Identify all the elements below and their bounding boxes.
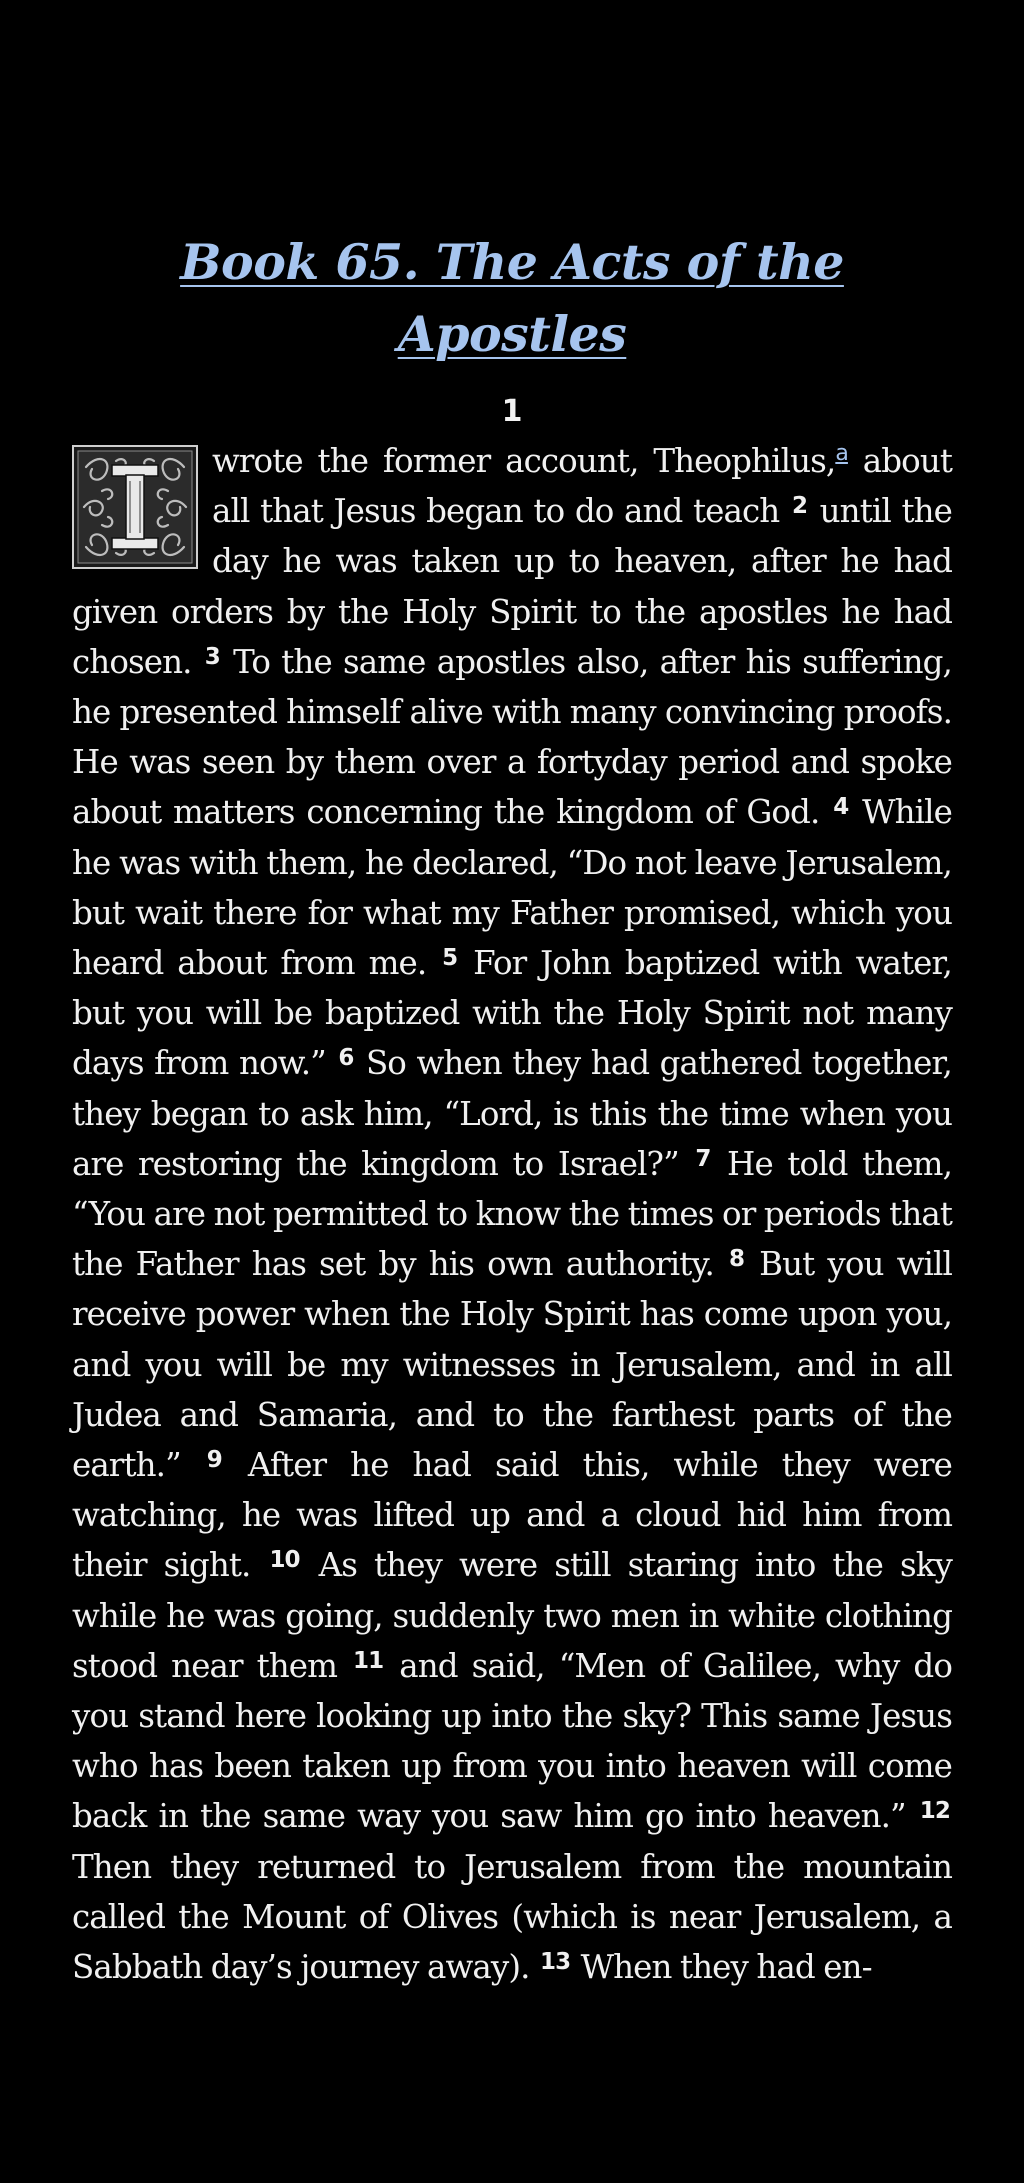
verse-4: While he was with them, he declared, “Do not leave Jerusalem, but wait there for what my Father promised, which you heard about from me. [72, 793, 952, 983]
verse-number-7: 7 [695, 1145, 711, 1172]
verse-10: As they were still staring into the sky while he was going, suddenly two men in white clothing stood near them [72, 1546, 952, 1685]
verse-3: To the same apostles also, after his suffering, he presented himself alive with many convincing proofs. He was seen by them over a fortyday period and spoke about matters concerning the kingdom of God. [72, 642, 952, 832]
verse-1: wrote the former account, Theophilus, [212, 442, 836, 480]
verse-5: For John baptized with water, but you will be baptized with the Holy Spirit not many days from now.” [72, 944, 952, 1083]
verse-2: until the day he was taken up to heaven, after he had given orders by the Holy Spirit to the apostles he had chosen. [72, 492, 952, 681]
verse-number-4: 4 [833, 794, 849, 821]
verse-number-11: 11 [353, 1647, 384, 1674]
verse-number-6: 6 [338, 1045, 354, 1072]
verse-8: But you will receive power when the Holy Spirit has come upon you, and you will be my witnesses in Jerusalem, and in all Judea and Samaria, and to the farthest parts of the earth.” [72, 1245, 952, 1485]
book-title-link[interactable]: Book 65. The Acts of the Apostles [180, 233, 844, 363]
verse-12: Then they returned to Jerusalem from the mountain called the Mount of Olives (which is near Jerusalem, a Sabbath day’s journey away). [72, 1847, 952, 1987]
verse-7: He told them, “You are not permitted to know the times or periods that the Father has set by his own authority. [72, 1144, 952, 1284]
verse-number-3: 3 [204, 643, 220, 670]
verse-6: So when they had gathered together, they began to ask him, “Lord, is this the time when you are restoring the kingdom to Israel?” [72, 1044, 952, 1183]
verse-number-9: 9 [206, 1447, 222, 1474]
verse-9: After he had said this, while they were watching, he was lifted up and a cloud hid him from their sight. [72, 1446, 952, 1585]
verse-13: When they had en- [572, 1948, 872, 1987]
ornamental-drop-cap [72, 445, 198, 569]
reader-page [72, 226, 952, 1992]
verse-number-12: 12 [919, 1798, 950, 1825]
footnote-a-link[interactable]: a [835, 441, 848, 466]
verse-11: and said, “Men of Galilee, why do you stand here looking up into the sky? This same Jesus who has been taken up from you into heaven will come back in the same way you saw him go into heaven.” [72, 1646, 952, 1836]
drop-cap-ornament-image [72, 445, 198, 569]
verse-1-continued: about all that Jesus began to do and teach [212, 442, 953, 531]
verse-number-8: 8 [729, 1246, 745, 1273]
verse-number-2: 2 [791, 493, 808, 520]
verse-number-13: 13 [539, 1949, 571, 1976]
verse-number-5: 5 [442, 945, 458, 972]
chapter-number: 1 [501, 394, 523, 429]
chapter-text [72, 436, 952, 1992]
verse-number-10: 10 [269, 1547, 300, 1574]
